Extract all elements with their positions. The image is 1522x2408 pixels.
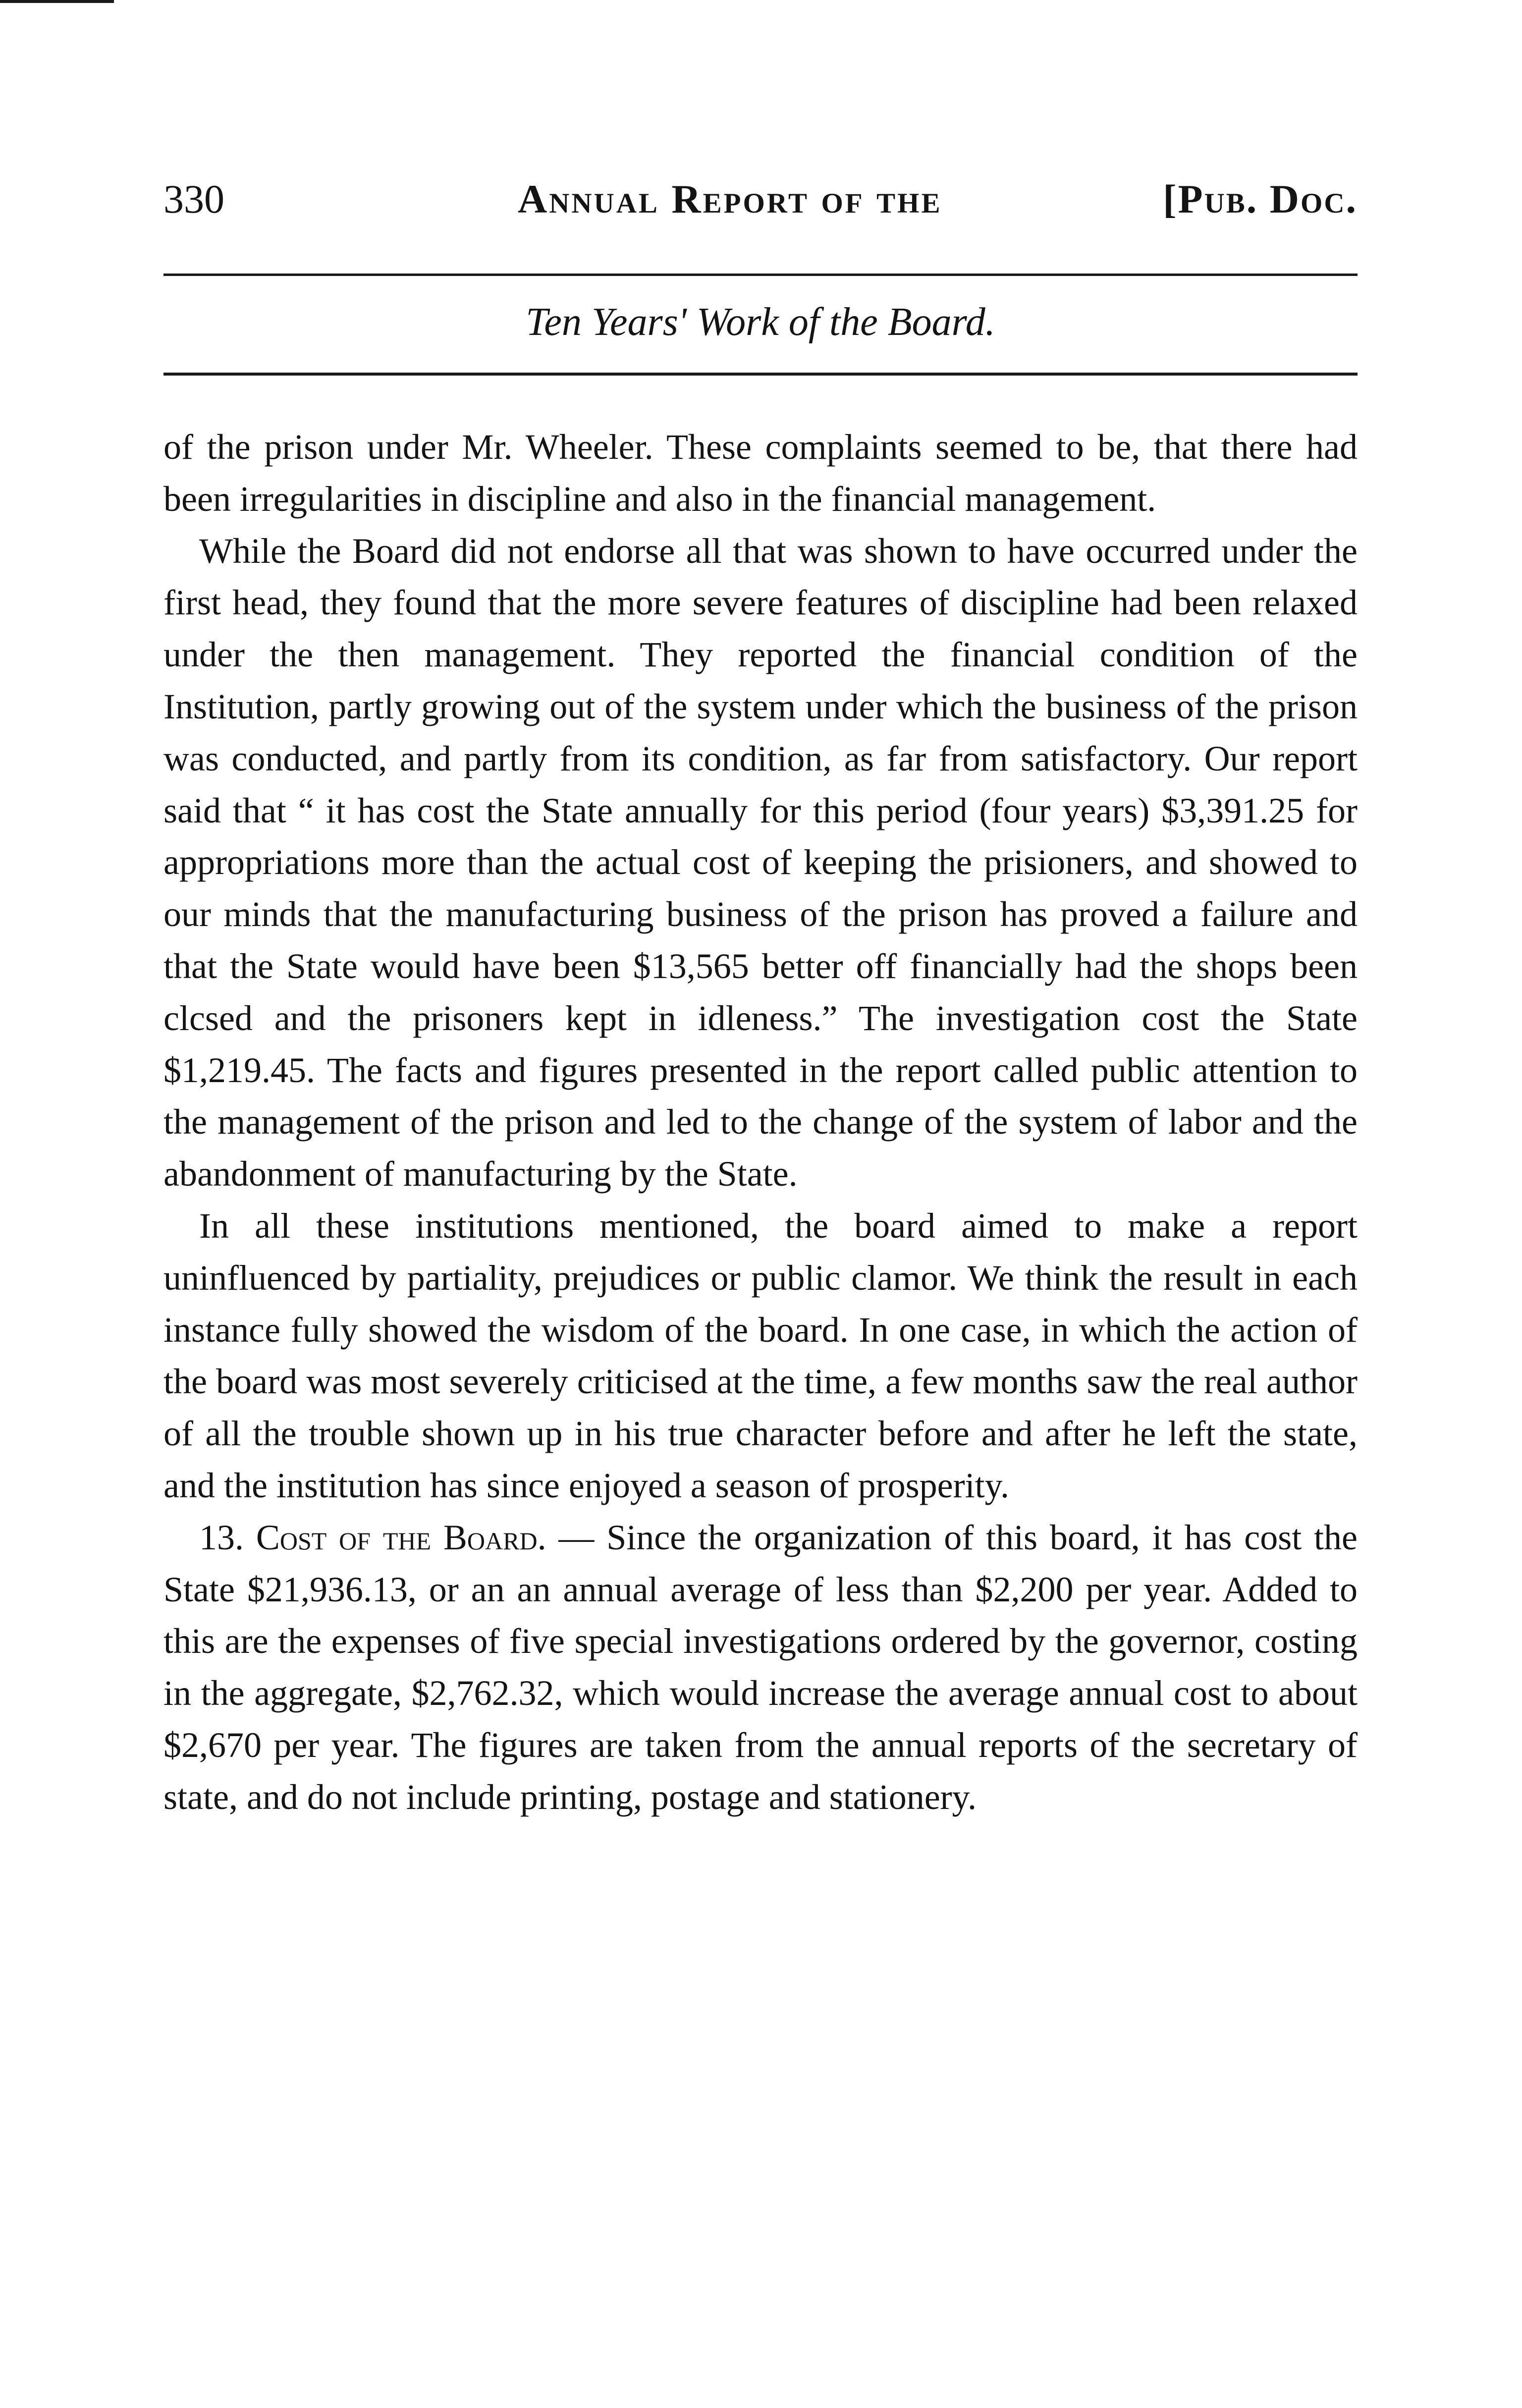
paragraph-4: [163, 1512, 1358, 1823]
section-title: Ten Years' Work of the Board.: [526, 300, 995, 344]
paragraph-2: While the Board did not endorse all that was shown to have occurred under the first head, they found that the more severe features of discipline had been relaxed under the then management. They reported the financial condition of the Institution, partly growing out of the system under which the business of the prison was conducted, and partly from its condition, as far from satisfactory. Our report said that “ it has cost the State annually for this period (four years) $3,391.25 for appropriations more than the actual cost of keeping the prisioners, and showed to our minds that the manufacturing business of the prison has proved a failure and that the State would have been $13,565 better off financially had the shops been clcsed and the prisoners kept in idleness.” The investigation cost the State $1,219.45. The facts and figures presented in the report called public attention to the management of the prison and led to the change of the system of labor and the abandonment of manufacturing by the State.: [163, 531, 1358, 1194]
paragraph-3: In all these institutions mentioned, the board aimed to make a report uninfluenced by partiality, prejudices or public clamor. We think the result in each instance fully showed the wisdom of the board. In one case, in which the action of the board was most severely criticised at the time, a few months saw the real author of all the trouble shown up in his true character before and after he left the state, and the institution has since enjoyed a season of prosperity.: [163, 1205, 1358, 1505]
section-13-heading: 13. Cost of the Board. —: [199, 1517, 595, 1557]
page-number: 330: [163, 176, 224, 221]
body-text: [163, 421, 1358, 1823]
journal-title: Annual Report of the: [518, 176, 942, 221]
header-rule-top: [163, 274, 1358, 276]
doc-label: [Pub. Doc.: [1163, 176, 1358, 221]
paragraph-4-text: Since the organization of this board, it has cost the State $21,936.13, or an an annual average of less than $2,200 per year. Added to this are the expenses of five special investigations ordered by the governor, costing in the aggregate, $2,762.32, which would increase the average annual cost to about $2,670 per year. The figures are taken from the annual reports of the secretary of state, and do not include printing, postage and stationery.: [163, 1517, 1358, 1817]
running-head: [163, 176, 1358, 235]
paragraph-1: of the prison under Mr. Wheeler. These complaints seemed to be, that there had been irregularities in discipline and also in the financial management.: [163, 427, 1358, 519]
corner-rule: [0, 0, 114, 3]
header-rule-bottom: [163, 373, 1358, 376]
